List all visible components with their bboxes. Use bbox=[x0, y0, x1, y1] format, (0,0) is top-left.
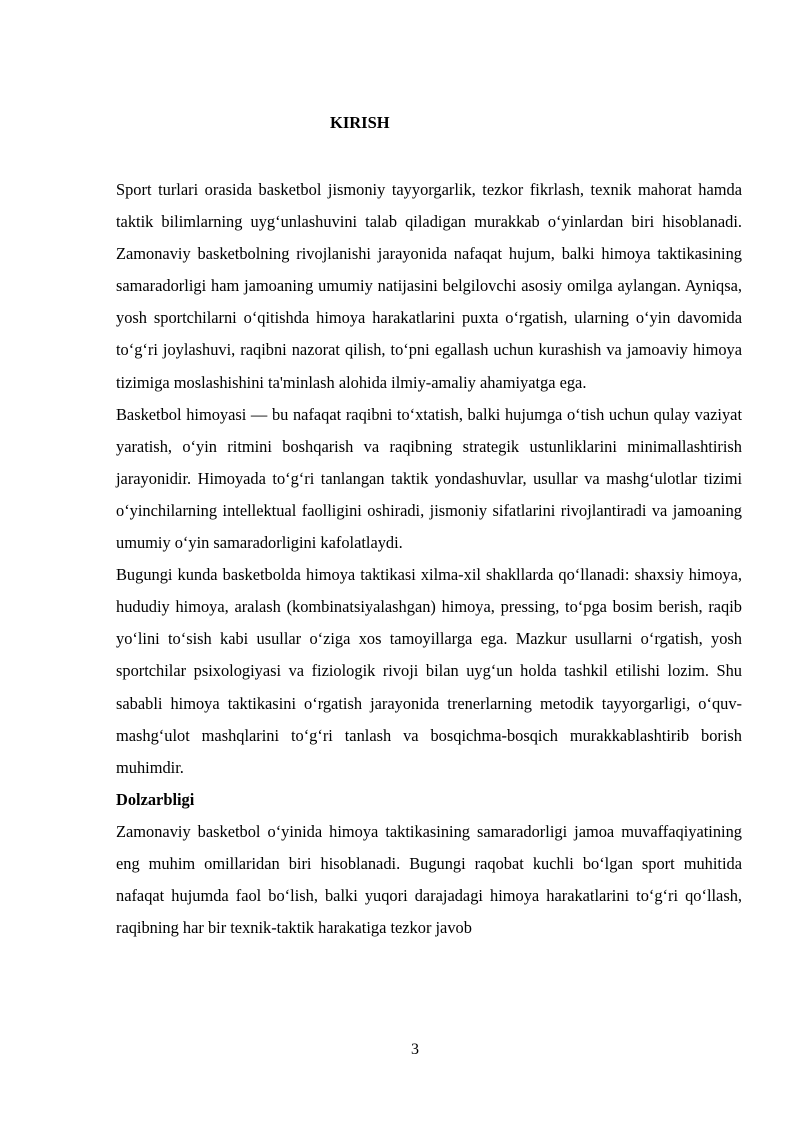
paragraph-tactics: Bugungi kunda basketbolda himoya taktikasi xilma-xil shakllarda qo‘llanadi: shaxsiy himoya, hududiy himoya, aralash (kombinatsiyalashgan) himoya, pressing, to‘pga bosim berish, raqib yo‘lini to‘sish kabi usullar o‘ziga xos tamoyillarga ega. Mazkur usullarni o‘rgatish, yosh sportchilar psixologiyasi va fiziologik rivoji bilan uyg‘un holda tashkil etilishi lozim. Shu sababli himoya taktikasini o‘rgatish jarayonida trenerlarning metodik tayyorgarligi, o‘quv-mashg‘ulot mashqlarini to‘g‘ri tanlash va bosqichma-bosqich murakkablashtirib borish muhimdir. bbox=[116, 565, 742, 777]
paragraph-intro: Sport turlari orasida basketbol jismoniy tayyorgarlik, tezkor fikrlash, texnik mahorat hamda taktik bilimlarning uyg‘unlashuvini talab qiladigan murakkab o‘yinlardan biri hisoblanadi. Zamonaviy basketbolning rivojlanishi jarayonida nafaqat hujum, balki himoya taktikasining samaradorligi ham jamoaning umumiy natijasini belgilovchi asosiy omilga aylangan. Ayniqsa, yosh sportchilarni o‘qitishda himoya harakatlarini puxta o‘rgatish, ularning o‘yin davomida to‘g‘ri joylashuvi, raqibni nazorat qilish, to‘pni egallash uchun kurashish va jamoaviy himoya tizimiga moslashishini ta'minlash alohida ilmiy-amaliy ahamiyatga ega. bbox=[116, 180, 742, 392]
paragraph-relevance: Zamonaviy basketbol o‘yinida himoya taktikasining samaradorligi jamoa muvaffaqiyatining eng muhim omillaridan biri hisoblanadi. Bugungi raqobat kuchli bo‘lgan sport muhitida nafaqat hujumda faol bo‘lish, balki yuqori darajadagi himoya harakatlarini to‘g‘ri qo‘llash, raqibning har bir texnik-taktik harakatiga tezkor javob bbox=[116, 821, 742, 938]
subheading-relevance: Dolzarbligi bbox=[116, 789, 195, 809]
section-heading: KIRISH bbox=[330, 113, 390, 132]
paragraph-defense: Basketbol himoyasi — bu nafaqat raqibni to‘xtatish, balki hujumga o‘tish uchun qulay vaziyat yaratish, o‘yin ritmini boshqarish va raqibning strategik ustunliklarini minimallashtirish jarayonidir. Himoyada to‘g‘ri tanlangan taktik yondashuvlar, usullar va mashg‘ulotlar tizimi o‘yinchilarning intellektual faolligini oshiradi, jismoniy sifatlarini rivojlantiradi va jamoaning umumiy o‘yin samaradorligini kafolatlaydi. bbox=[116, 404, 742, 553]
page-number: 3 bbox=[411, 1041, 419, 1058]
document-body bbox=[116, 174, 742, 944]
